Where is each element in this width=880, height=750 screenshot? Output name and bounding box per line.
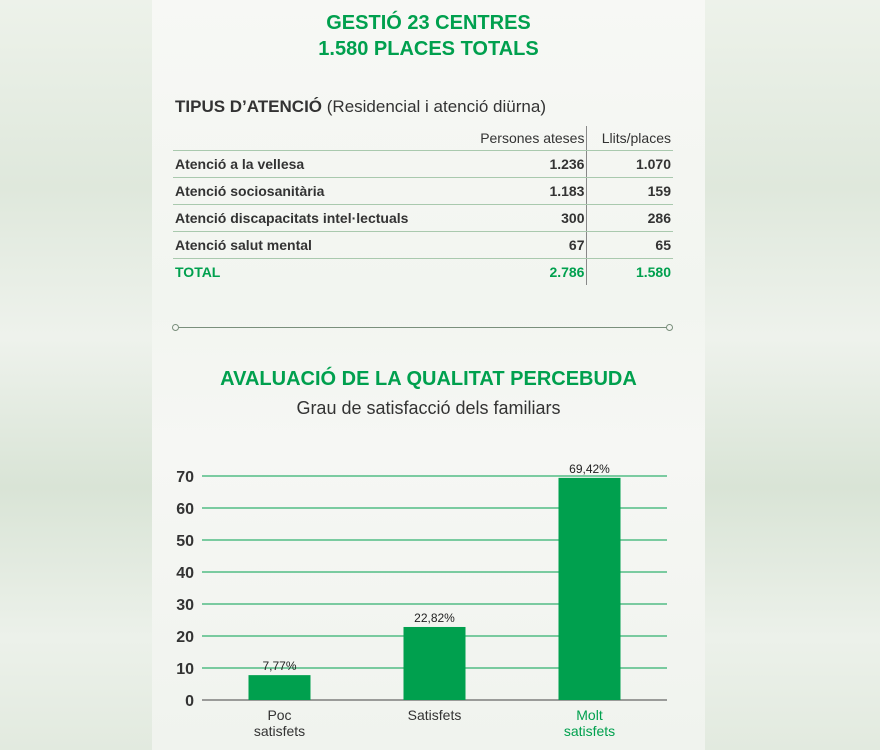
divider-dot-right	[666, 324, 673, 331]
attention-heading-rest: (Residencial i atenció diürna)	[322, 97, 546, 116]
attention-table	[173, 126, 673, 285]
column-header-beds: Llits/places	[587, 126, 673, 151]
data-label: 22,82%	[414, 610, 455, 625]
column-header-label	[173, 126, 459, 151]
row-beds: 1.070	[587, 151, 673, 178]
y-tick-label: 50	[176, 533, 194, 550]
data-label: 69,42%	[569, 461, 610, 476]
total-persons: 2.786	[549, 264, 585, 280]
y-tick-label: 40	[176, 565, 194, 582]
bar	[559, 478, 621, 700]
background-right	[705, 0, 880, 750]
chart-title: AVALUACIÓ DE LA QUALITAT PERCEBUDA	[220, 368, 637, 390]
x-tick-label: Satisfets	[407, 707, 462, 723]
title-line-2: 1.580 PLACES TOTALS	[318, 38, 539, 60]
x-tick-label: satisfets	[253, 723, 306, 739]
row-label: Atenció discapacitats intel·lectuals	[173, 205, 459, 232]
y-tick-label: 10	[176, 661, 194, 678]
y-tick-label: 20	[176, 629, 194, 646]
column-header-persons: Persones ateses	[459, 126, 587, 151]
title-line-1: GESTIÓ 23 CENTRES	[326, 12, 531, 34]
y-tick-label: 0	[185, 693, 194, 710]
row-persons: 1.236	[459, 151, 587, 178]
x-tick-label: satisfets	[563, 723, 616, 739]
bar	[249, 675, 311, 700]
row-beds: 65	[587, 232, 673, 259]
row-persons: 300	[459, 205, 587, 232]
divider-dot-left	[172, 324, 179, 331]
table-row	[173, 151, 673, 178]
x-tick-label: Poc	[267, 707, 292, 723]
x-tick-label: Molt	[576, 707, 603, 723]
row-persons: 1.183	[459, 178, 587, 205]
section-divider	[175, 327, 670, 328]
y-tick-label: 70	[176, 469, 194, 486]
total-row	[173, 259, 673, 286]
row-persons: 67	[459, 232, 587, 259]
background-left	[0, 0, 152, 750]
total-label: TOTAL	[175, 264, 221, 280]
y-tick-label: 60	[176, 501, 194, 518]
row-label: Atenció salut mental	[173, 232, 459, 259]
row-label: Atenció a la vellesa	[173, 151, 459, 178]
row-beds: 286	[587, 205, 673, 232]
y-tick-label: 30	[176, 597, 194, 614]
row-label: Atenció sociosanitària	[173, 178, 459, 205]
attention-heading	[175, 97, 546, 117]
total-beds: 1.580	[587, 259, 673, 286]
attention-heading-bold: TIPUS D’ATENCIÓ	[175, 97, 323, 116]
data-label: 7,77%	[262, 659, 297, 674]
table-header-row	[173, 126, 673, 151]
chart-subtitle: Grau de satisfacció dels familiars	[296, 398, 561, 418]
row-beds: 159	[587, 178, 673, 205]
satisfaction-bar-chart	[152, 440, 705, 750]
table-row	[173, 232, 673, 259]
table-row	[173, 205, 673, 232]
page-title	[152, 10, 705, 62]
table-row	[173, 178, 673, 205]
bar	[404, 627, 466, 700]
